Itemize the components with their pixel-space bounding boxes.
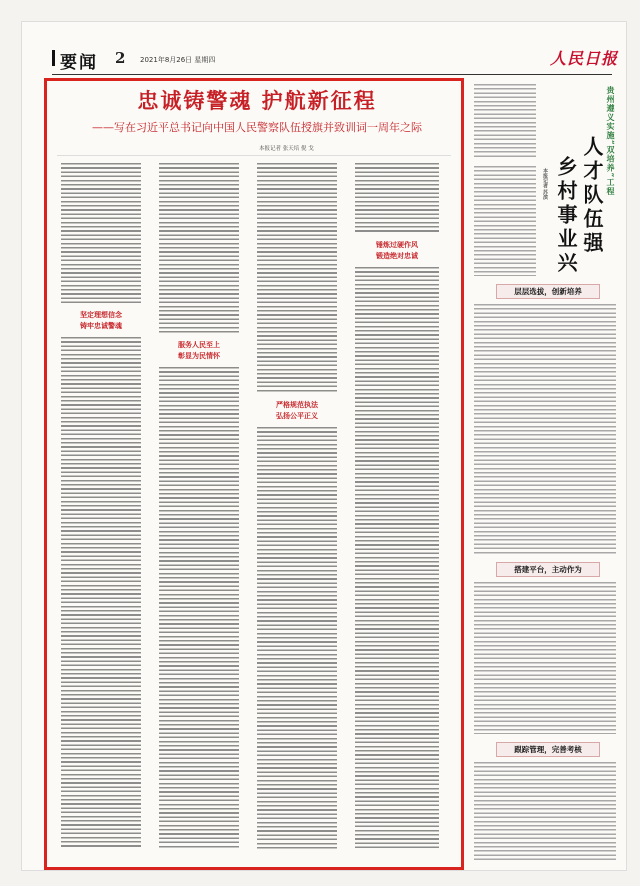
side-article-title-1: 人才队伍强 [580, 136, 604, 256]
body-text-column-3b [257, 427, 337, 849]
section-title-3: 严格规范执法 弘扬公平正义 [257, 399, 337, 421]
side-text-4 [474, 762, 616, 862]
body-text-column-2a [159, 163, 239, 333]
issue-date: 2021年8月26日 星期四 [140, 56, 216, 64]
page-number: 2 [115, 49, 126, 67]
section-title-4: 锤炼过硬作风 锻造绝对忠诚 [355, 239, 439, 261]
newspaper-page [22, 22, 626, 870]
body-text-column-2b [159, 367, 239, 849]
article-subheadline: ——写在习近平总书记向中国人民警察队伍授旗并致训词一周年之际 [92, 121, 422, 134]
side-article [474, 78, 624, 870]
highlighted-article[interactable] [44, 78, 464, 870]
body-text-column-3a [257, 163, 337, 393]
side-box-3: 跟踪管理，完善考核 [496, 742, 600, 757]
body-text-column-1a [61, 163, 141, 303]
side-article-kicker: 贵州遵义实施“双培养”工程 [606, 86, 616, 197]
side-intro-text [474, 84, 536, 158]
body-text-column-1b [61, 337, 141, 849]
side-article-title-2: 乡村事业兴 [554, 156, 578, 276]
headline-divider [57, 155, 451, 156]
side-text-2 [474, 304, 616, 554]
article-headline: 忠诚铸警魂 护航新征程 [137, 88, 377, 113]
side-article-byline: 本报记者 苏滨 [542, 168, 548, 200]
body-text-column-4b [355, 267, 439, 849]
side-text-3 [474, 582, 616, 734]
body-text-column-4a [355, 163, 439, 233]
side-box-2: 搭建平台，主动作为 [496, 562, 600, 577]
section-title-1: 坚定理想信念 铸牢忠诚警魂 [61, 309, 141, 331]
section-title-2: 服务人民至上 彰显为民情怀 [159, 339, 239, 361]
side-box-1: 层层选拔，创新培养 [496, 284, 600, 299]
section-marker [52, 50, 55, 66]
masthead [22, 22, 626, 76]
masthead-rule [52, 74, 612, 75]
section-name: 要闻 [60, 53, 98, 73]
article-byline: 本报记者 张天培 倪 戈 [259, 146, 314, 152]
newspaper-logo: 人民日报 [550, 49, 619, 68]
side-text-1 [474, 166, 536, 276]
